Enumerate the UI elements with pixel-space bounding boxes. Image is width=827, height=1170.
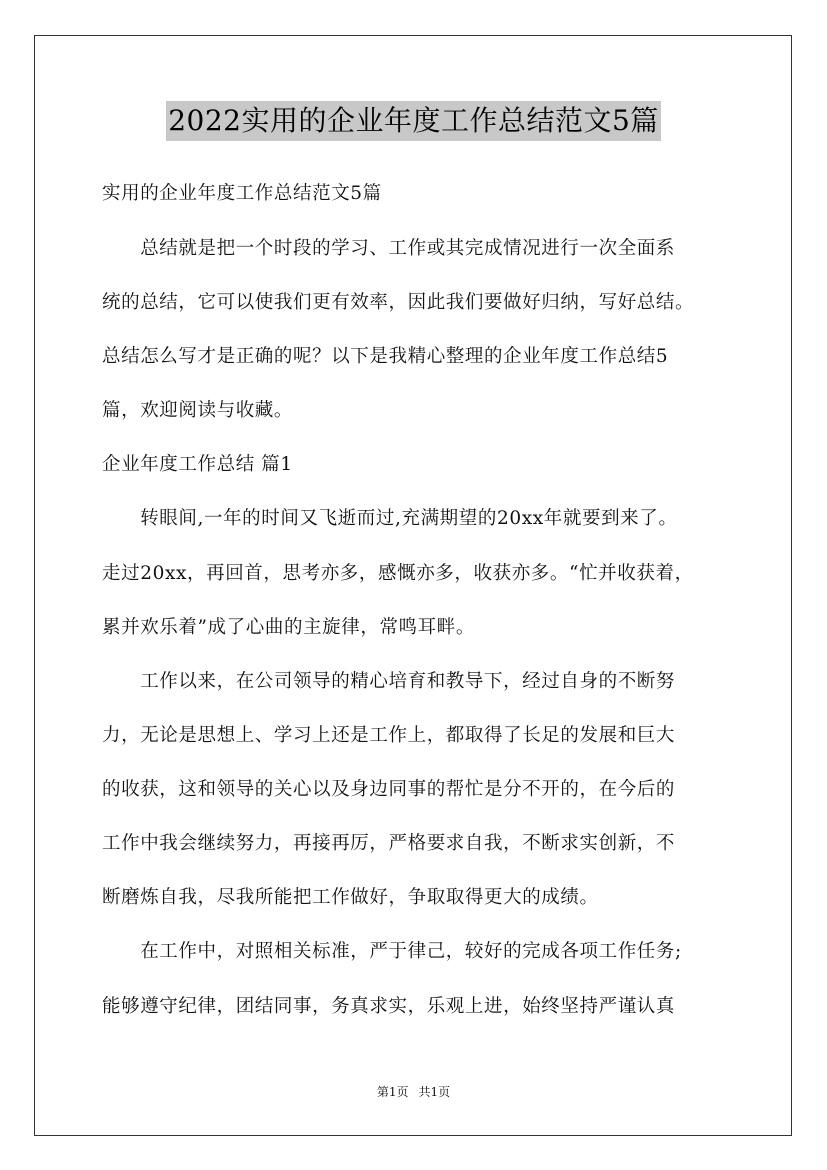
body-line: 转眼间,一年的时间又飞逝而过,充满期望的20xx年就要到来了。 (102, 508, 678, 529)
subtitle-line: 实用的企业年度工作总结范文5篇 (102, 183, 382, 204)
body-line: 断磨炼自我，尽我所能把工作做好，争取取得更大的成绩。 (102, 887, 599, 908)
body-line: 篇，欢迎阅读与收藏。 (102, 400, 294, 421)
title-container (0, 101, 827, 141)
body-line: 总结怎么写才是正确的呢？以下是我精心整理的企业年度工作总结5 (102, 346, 669, 367)
body-line: 在工作中，对照相关标准，严于律己，较好的完成各项工作任务; (102, 941, 682, 962)
page-footer (0, 1083, 827, 1101)
body-line: 总结就是把一个时段的学习、工作或其完成情况进行一次全面系 (102, 238, 676, 259)
total-pages: 共1页 (418, 1085, 451, 1099)
page-number: 第1页 (376, 1085, 409, 1099)
body-line: 能够遵守纪律，团结同事，务真求实，乐观上进，始终坚持严谨认真 (102, 996, 676, 1017)
document-title: 2022实用的企业年度工作总结范文5篇 (166, 101, 661, 141)
body-line: 工作中我会继续努力，再接再厉，严格要求自我，不断求实创新，不 (102, 833, 676, 854)
body-line: 累并欢乐着”成了心曲的主旋律，常鸣耳畔。 (102, 617, 475, 638)
body-line: 走过20xx，再回首，思考亦多，感慨亦多，收获亦多。“忙并收获着， (102, 563, 694, 584)
body-line: 统的总结，它可以使我们更有效率，因此我们要做好归纳，写好总结。 (102, 292, 695, 313)
section-heading: 企业年度工作总结 篇1 (102, 454, 293, 475)
body-line: 的收获，这和领导的关心以及身边同事的帮忙是分不开的，在今后的 (102, 779, 676, 800)
body-line: 力，无论是思想上、学习上还是工作上，都取得了长足的发展和巨大 (102, 725, 676, 746)
body-line: 工作以来，在公司领导的精心培育和教导下，经过自身的不断努 (102, 671, 676, 692)
